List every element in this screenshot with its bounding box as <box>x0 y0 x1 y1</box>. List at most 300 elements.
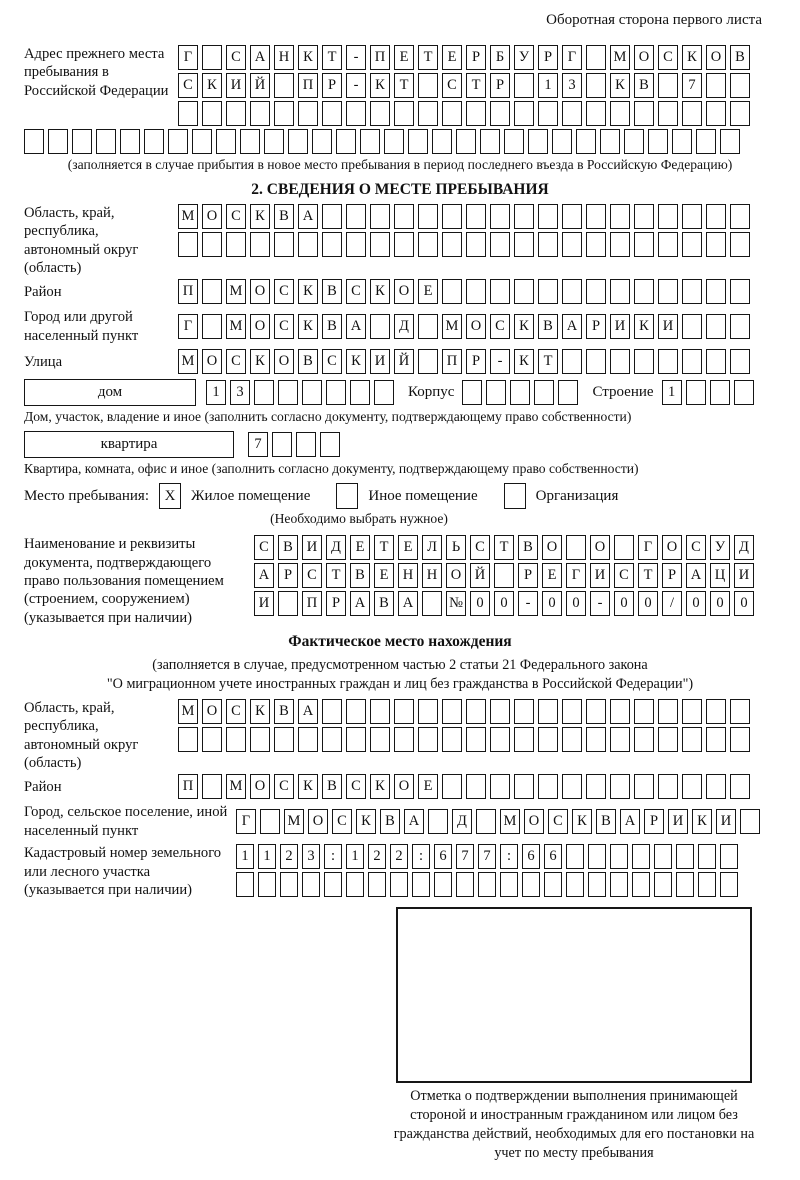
char-cell <box>298 727 318 752</box>
char-cell <box>432 129 452 154</box>
oblast-row-1 <box>178 204 750 229</box>
char-cell <box>428 809 448 834</box>
char-cell: У <box>710 535 730 560</box>
char-cell: Н <box>422 563 442 588</box>
char-cell: Г <box>638 535 658 560</box>
document-row-3 <box>254 591 754 616</box>
char-cell <box>610 872 628 897</box>
char-cell: / <box>662 591 682 616</box>
char-cell: К <box>514 314 534 339</box>
char-cell: 0 <box>470 591 490 616</box>
char-cell <box>634 349 654 374</box>
char-cell: О <box>250 279 270 304</box>
char-cell: К <box>370 279 390 304</box>
char-cell <box>514 774 534 799</box>
char-cell: И <box>734 563 754 588</box>
char-cell <box>706 204 726 229</box>
field-prev-address <box>24 45 776 126</box>
char-cell <box>586 699 606 724</box>
char-cell: В <box>350 563 370 588</box>
char-cell <box>322 204 342 229</box>
char-cell <box>490 727 510 752</box>
char-cell: Ь <box>446 535 466 560</box>
char-cell <box>658 727 678 752</box>
char-cell <box>370 204 390 229</box>
char-cell <box>534 380 554 405</box>
char-cell <box>370 101 390 126</box>
char-cell <box>120 129 140 154</box>
char-cell: : <box>412 844 430 869</box>
dom-box: дом <box>24 379 196 406</box>
char-cell <box>634 699 654 724</box>
char-cell <box>610 699 630 724</box>
char-cell <box>168 129 188 154</box>
char-cell: А <box>350 591 370 616</box>
char-cell <box>408 129 428 154</box>
char-cell <box>226 232 246 257</box>
char-cell <box>202 232 222 257</box>
char-cell <box>730 349 750 374</box>
char-cell <box>370 314 390 339</box>
char-cell: К <box>202 73 222 98</box>
char-cell <box>698 844 716 869</box>
char-cell: С <box>614 563 634 588</box>
raion-row <box>178 279 750 304</box>
char-cell: В <box>596 809 616 834</box>
char-cell <box>522 872 540 897</box>
char-cell: 0 <box>638 591 658 616</box>
char-cell: М <box>178 204 198 229</box>
char-cell <box>480 129 500 154</box>
char-cell: М <box>442 314 462 339</box>
char-cell <box>706 73 726 98</box>
char-cell: М <box>500 809 520 834</box>
char-cell <box>178 232 198 257</box>
char-cell: И <box>716 809 736 834</box>
char-cell <box>476 809 496 834</box>
char-cell <box>466 699 486 724</box>
char-cell <box>486 380 506 405</box>
char-cell: В <box>322 774 342 799</box>
char-cell <box>346 872 364 897</box>
char-cell: К <box>610 73 630 98</box>
char-cell: 3 <box>230 380 250 405</box>
char-cell: 6 <box>522 844 540 869</box>
char-cell: О <box>202 699 222 724</box>
char-cell: К <box>370 73 390 98</box>
char-cell: С <box>254 535 274 560</box>
char-cell <box>610 844 628 869</box>
char-cell <box>490 699 510 724</box>
char-cell <box>514 101 534 126</box>
char-cell <box>586 73 606 98</box>
char-cell: П <box>302 591 322 616</box>
char-cell <box>418 699 438 724</box>
char-cell <box>326 380 346 405</box>
char-cell <box>260 809 280 834</box>
char-cell <box>442 699 462 724</box>
char-cell <box>370 699 390 724</box>
char-cell: М <box>226 314 246 339</box>
char-cell <box>490 774 510 799</box>
char-cell: Т <box>418 45 438 70</box>
char-cell <box>360 129 380 154</box>
char-cell: 0 <box>710 591 730 616</box>
char-cell: С <box>274 774 294 799</box>
char-cell <box>346 232 366 257</box>
char-cell: 1 <box>236 844 254 869</box>
fact-oblast-row-1 <box>178 699 750 724</box>
char-cell: Е <box>394 45 414 70</box>
fact-note-line2: "О миграционном учете иностранных граждан и лиц без гражданства в Российской Федерации") <box>106 675 694 692</box>
char-cell <box>322 727 342 752</box>
char-cell <box>280 872 298 897</box>
char-cell <box>374 380 394 405</box>
char-cell <box>682 279 702 304</box>
char-cell <box>710 380 730 405</box>
char-cell: У <box>514 45 534 70</box>
char-cell: 0 <box>734 591 754 616</box>
char-cell: С <box>274 314 294 339</box>
field-document <box>24 535 776 627</box>
char-cell: Г <box>562 45 582 70</box>
stamp-caption: Отметка о подтверждении выполнения принимающей стороной и иностранным гражданином или лицом без гражданства действий, необходимых для его постановки на учет по месту пребывания <box>393 1088 755 1161</box>
char-cell: Е <box>350 535 370 560</box>
char-cell: 7 <box>248 432 268 457</box>
char-cell: С <box>178 73 198 98</box>
char-cell: В <box>278 535 298 560</box>
char-cell: К <box>356 809 376 834</box>
fact-oblast-row-2 <box>178 727 750 752</box>
char-cell: О <box>394 279 414 304</box>
char-cell: А <box>620 809 640 834</box>
char-cell: 6 <box>544 844 562 869</box>
char-cell <box>442 232 462 257</box>
char-cell: - <box>590 591 610 616</box>
char-cell: О <box>394 774 414 799</box>
char-cell: К <box>250 204 270 229</box>
char-cell <box>274 73 294 98</box>
char-cell <box>510 380 530 405</box>
char-cell: С <box>346 774 366 799</box>
char-cell <box>706 727 726 752</box>
char-cell <box>610 101 630 126</box>
fact-raion-row <box>178 774 750 799</box>
char-cell: Р <box>644 809 664 834</box>
char-cell: М <box>610 45 630 70</box>
char-cell: 1 <box>258 844 276 869</box>
char-cell <box>672 129 692 154</box>
char-cell: С <box>442 73 462 98</box>
char-cell: В <box>730 45 750 70</box>
char-cell <box>346 699 366 724</box>
kadastr-label: Кадастровый номер земельного или лесного участка (указывается при наличии) <box>24 845 222 898</box>
char-cell <box>586 279 606 304</box>
char-cell: А <box>686 563 706 588</box>
char-cell: А <box>562 314 582 339</box>
char-cell <box>730 232 750 257</box>
char-cell: К <box>514 349 534 374</box>
char-cell <box>296 432 316 457</box>
char-cell: Е <box>374 563 394 588</box>
kvartira-note: Квартира, комната, офис и иное (заполнить согласно документу, подтверждающему право собственности) <box>24 461 639 477</box>
char-cell <box>648 129 668 154</box>
char-cell: К <box>572 809 592 834</box>
char-cell <box>442 279 462 304</box>
char-cell: К <box>298 314 318 339</box>
char-cell: Б <box>490 45 510 70</box>
char-cell <box>720 129 740 154</box>
char-cell: - <box>490 349 510 374</box>
char-cell <box>346 101 366 126</box>
char-cell <box>706 232 726 257</box>
char-cell: 6 <box>434 844 452 869</box>
char-cell <box>336 129 356 154</box>
char-cell <box>538 774 558 799</box>
char-cell <box>562 727 582 752</box>
char-cell: К <box>692 809 712 834</box>
char-cell <box>490 101 510 126</box>
char-cell: Р <box>278 563 298 588</box>
char-cell: 0 <box>494 591 514 616</box>
char-cell <box>390 872 408 897</box>
char-cell: - <box>518 591 538 616</box>
stroenie-label: Строение <box>592 384 654 401</box>
char-cell <box>202 279 222 304</box>
char-cell <box>322 101 342 126</box>
char-cell: А <box>250 45 270 70</box>
dom-cells <box>206 380 394 405</box>
char-cell <box>538 727 558 752</box>
char-cell <box>322 699 342 724</box>
char-cell <box>288 129 308 154</box>
char-cell <box>562 774 582 799</box>
char-cell: О <box>250 774 270 799</box>
char-cell: 2 <box>390 844 408 869</box>
char-cell <box>634 279 654 304</box>
char-cell <box>698 872 716 897</box>
char-cell: 2 <box>280 844 298 869</box>
char-cell <box>418 727 438 752</box>
char-cell <box>682 314 702 339</box>
char-cell <box>624 129 644 154</box>
char-cell <box>610 774 630 799</box>
char-cell: К <box>250 349 270 374</box>
char-cell <box>658 101 678 126</box>
char-cell: Р <box>466 349 486 374</box>
char-cell <box>586 101 606 126</box>
char-cell <box>720 872 738 897</box>
char-cell <box>682 232 702 257</box>
kadastr-row-2 <box>236 872 738 897</box>
char-cell <box>682 699 702 724</box>
char-cell <box>558 380 578 405</box>
char-cell <box>394 699 414 724</box>
char-cell: О <box>590 535 610 560</box>
char-cell <box>394 232 414 257</box>
stroenie-cells <box>662 380 754 405</box>
char-cell: Т <box>394 73 414 98</box>
char-cell <box>658 73 678 98</box>
korpus-label: Корпус <box>408 384 455 401</box>
char-cell <box>178 101 198 126</box>
field-dom <box>24 379 776 406</box>
char-cell <box>394 727 414 752</box>
fact-gorod-row <box>236 809 760 834</box>
char-cell: 7 <box>478 844 496 869</box>
char-cell <box>442 204 462 229</box>
raion-label: Район <box>24 283 62 300</box>
char-cell: Г <box>178 45 198 70</box>
char-cell <box>730 204 750 229</box>
char-cell: Е <box>398 535 418 560</box>
char-cell: А <box>346 314 366 339</box>
char-cell <box>442 727 462 752</box>
field-gorod <box>24 308 776 345</box>
char-cell: П <box>370 45 390 70</box>
char-cell: В <box>322 314 342 339</box>
char-cell <box>610 349 630 374</box>
char-cell <box>586 727 606 752</box>
char-cell: С <box>686 535 706 560</box>
char-cell <box>566 872 584 897</box>
option-zhiloe-label: Жилое помещение <box>191 487 311 504</box>
char-cell <box>538 699 558 724</box>
char-cell: : <box>500 844 518 869</box>
char-cell <box>634 101 654 126</box>
char-cell <box>566 535 586 560</box>
char-cell: Н <box>274 45 294 70</box>
field-fact-raion <box>24 774 776 799</box>
char-cell <box>682 349 702 374</box>
char-cell: В <box>274 699 294 724</box>
char-cell <box>654 844 672 869</box>
char-cell: К <box>370 774 390 799</box>
char-cell <box>298 232 318 257</box>
char-cell <box>302 872 320 897</box>
kadastr-row-1 <box>236 844 738 869</box>
char-cell: М <box>178 699 198 724</box>
char-cell <box>456 129 476 154</box>
char-cell: И <box>668 809 688 834</box>
char-cell <box>442 101 462 126</box>
char-cell: К <box>682 45 702 70</box>
char-cell <box>514 73 534 98</box>
char-cell <box>346 727 366 752</box>
char-cell <box>418 314 438 339</box>
char-cell <box>504 129 524 154</box>
char-cell <box>274 727 294 752</box>
char-cell <box>562 232 582 257</box>
char-cell <box>202 314 222 339</box>
char-cell: 2 <box>368 844 386 869</box>
char-cell: И <box>370 349 390 374</box>
section2-title: 2. СВЕДЕНИЯ О МЕСТЕ ПРЕБЫВАНИЯ <box>251 180 549 198</box>
char-cell: Т <box>466 73 486 98</box>
char-cell <box>418 101 438 126</box>
char-cell <box>412 872 430 897</box>
char-cell: Д <box>394 314 414 339</box>
kvartira-box: квартира <box>24 431 234 458</box>
stamp-area <box>382 907 766 1162</box>
char-cell <box>588 844 606 869</box>
char-cell <box>422 591 442 616</box>
fact-note-line1: (заполняется в случае, предусмотренном частью 2 статьи 21 Федерального закона <box>152 657 648 674</box>
char-cell <box>562 349 582 374</box>
char-cell: О <box>466 314 486 339</box>
char-cell <box>686 380 706 405</box>
char-cell <box>634 204 654 229</box>
char-cell <box>682 774 702 799</box>
char-cell <box>192 129 212 154</box>
char-cell: 0 <box>686 591 706 616</box>
char-cell <box>202 774 222 799</box>
char-cell <box>490 279 510 304</box>
char-cell: 7 <box>682 73 702 98</box>
char-cell: Р <box>490 73 510 98</box>
char-cell: М <box>178 349 198 374</box>
field-fact-oblast <box>24 699 776 773</box>
char-cell <box>734 380 754 405</box>
char-cell <box>658 232 678 257</box>
char-cell: О <box>250 314 270 339</box>
char-cell: 3 <box>302 844 320 869</box>
char-cell: К <box>250 699 270 724</box>
char-cell <box>442 774 462 799</box>
korpus-cells <box>462 380 578 405</box>
char-cell <box>250 101 270 126</box>
char-cell <box>658 279 678 304</box>
char-cell: Т <box>538 349 558 374</box>
char-cell <box>706 279 726 304</box>
char-cell <box>394 101 414 126</box>
field-oblast <box>24 204 776 278</box>
char-cell <box>236 872 254 897</box>
prev-address-label: Адрес прежнего места пребывания в Российской Федерации <box>24 46 169 99</box>
char-cell: А <box>404 809 424 834</box>
char-cell: П <box>178 774 198 799</box>
char-cell: Р <box>326 591 346 616</box>
char-cell <box>370 232 390 257</box>
char-cell <box>490 204 510 229</box>
char-cell <box>562 204 582 229</box>
char-cell: В <box>274 204 294 229</box>
char-cell: О <box>634 45 654 70</box>
char-cell: М <box>284 809 304 834</box>
char-cell <box>278 591 298 616</box>
char-cell <box>552 129 572 154</box>
document-row-1 <box>254 535 754 560</box>
ulitsa-row <box>178 349 750 374</box>
char-cell <box>24 129 44 154</box>
prev-address-row-1 <box>178 45 750 70</box>
char-cell <box>202 727 222 752</box>
char-cell: К <box>298 279 318 304</box>
char-cell: С <box>302 563 322 588</box>
char-cell: Й <box>470 563 490 588</box>
field-kvartira <box>24 431 776 458</box>
char-cell <box>462 380 482 405</box>
char-cell <box>740 809 760 834</box>
char-cell: О <box>202 204 222 229</box>
char-cell: Й <box>250 73 270 98</box>
char-cell <box>634 727 654 752</box>
char-cell: П <box>298 73 318 98</box>
char-cell: Д <box>452 809 472 834</box>
char-cell: Р <box>538 45 558 70</box>
char-cell <box>72 129 92 154</box>
char-cell <box>258 872 276 897</box>
